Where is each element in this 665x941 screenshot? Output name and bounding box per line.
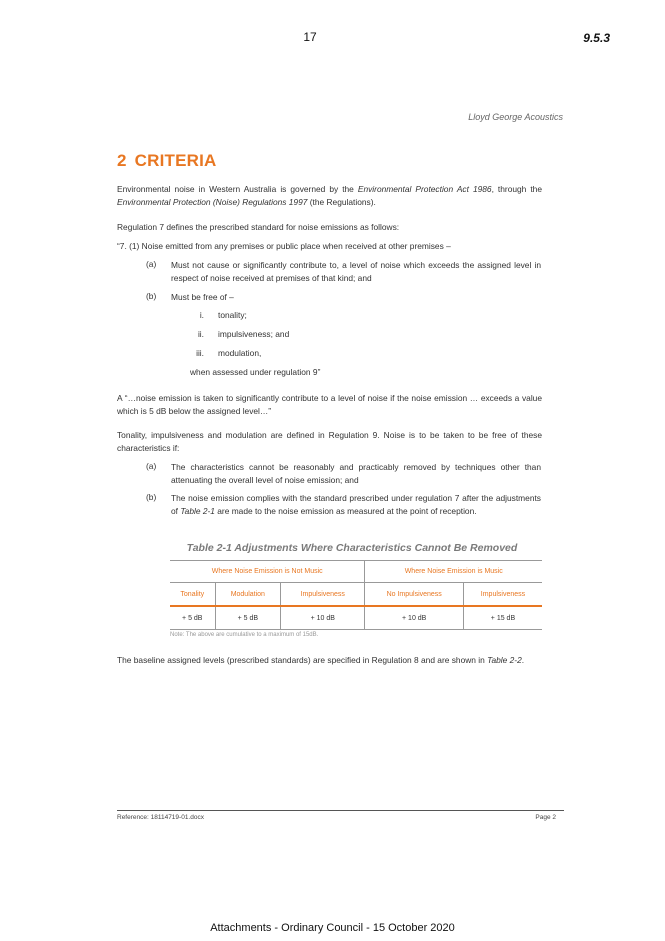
roman-item-3-text: modulation, <box>218 348 262 358</box>
regulations-name: Environmental Protection (Noise) Regulations 1997 <box>117 196 308 207</box>
section-number: 2 <box>117 151 127 170</box>
baseline-text-1: The baseline assigned levels (prescribed standards) are specified in Regulation 8 and are shown in <box>117 655 488 665</box>
baseline-text-2: . <box>521 655 525 665</box>
condition-a-label: (a) <box>146 461 157 471</box>
table-cell: + 15 dB <box>463 606 542 630</box>
column-header: Impulsiveness <box>281 583 365 607</box>
table-cell: + 5 dB <box>215 606 281 630</box>
section-heading <box>117 151 217 171</box>
condition-a-text: The characteristics cannot be reasonably and practicably removed by techniques other than attenuating the overall level of noise emission; and <box>171 462 541 485</box>
baseline-paragraph <box>117 654 542 667</box>
roman-item-1-num: i. <box>199 310 204 320</box>
act-name: Environmental Protection Act 1986 <box>357 184 492 194</box>
intro-text-2: , through the <box>491 184 542 194</box>
roman-item-3-num: iii. <box>196 348 204 358</box>
table-2-2-reference: Table 2-2 <box>487 655 522 665</box>
condition-b-text-2: are made to the noise emission as measured at the point of reception. <box>214 505 477 516</box>
table-cell: + 5 dB <box>170 606 215 630</box>
column-header: No Impulsiveness <box>365 583 463 607</box>
footer-page-number: Page 2 <box>535 814 556 821</box>
adjustments-table <box>170 560 542 630</box>
condition-b-text-1: The noise emission complies with the standard prescribed under regulation 7 after the adjustments of <box>171 493 541 516</box>
condition-b-label: (b) <box>146 492 157 502</box>
agenda-item-reference: 9.5.3 <box>583 31 610 45</box>
intro-paragraph <box>117 183 542 208</box>
roman-item-2-text: impulsiveness; and <box>218 329 290 339</box>
table-cell: + 10 dB <box>281 606 365 630</box>
intro-text-1: Environmental noise in Western Australia is governed by the <box>117 184 358 194</box>
column-header: Modulation <box>215 583 281 607</box>
footer-reference: Reference: 18114719-01.docx <box>117 814 204 821</box>
group-header-not-music: Where Noise Emission is Not Music <box>170 561 365 583</box>
condition-b-text <box>171 492 541 517</box>
page-number: 17 <box>303 30 317 44</box>
item-a-label: (a) <box>146 259 157 269</box>
section-title: CRITERIA <box>134 151 217 170</box>
attachments-footer: Attachments - Ordinary Council - 15 October 2020 <box>210 922 455 934</box>
tonality-paragraph: Tonality, impulsiveness and modulation are defined in Regulation 9. Noise is to be taken to be free of these characteristics if: <box>117 430 542 453</box>
regulation7-paragraph: Regulation 7 defines the prescribed standard for noise emissions as follows: <box>117 222 400 232</box>
table-cell: + 10 dB <box>365 606 463 630</box>
item-b-text: Must be free of – <box>171 292 234 302</box>
roman-item-1-text: tonality; <box>218 310 247 320</box>
table-note: Note: The above are cumulative to a maximum of 15dB. <box>170 632 319 638</box>
roman-item-2-num: ii. <box>197 329 204 339</box>
company-name: Lloyd George Acoustics <box>468 112 563 122</box>
item-b-label: (b) <box>146 291 157 301</box>
column-header: Impulsiveness <box>463 583 542 607</box>
intro-text-3: (the Regulations). <box>307 196 376 207</box>
when-assessed-text: when assessed under regulation 9” <box>190 367 321 377</box>
item-a-text: Must not cause or significantly contribute to, a level of noise which exceeds the assigned level in respect of noise received at premises of that kind; and <box>171 260 541 283</box>
table-2-1-reference: Table 2-1 <box>180 505 215 516</box>
contribute-paragraph: A “…noise emission is taken to significantly contribute to a level of noise if the noise emission … exceeds a value which is 5 dB below the assigned level…” <box>117 393 542 416</box>
group-header-music: Where Noise Emission is Music <box>365 561 542 583</box>
quote-paragraph: “7. (1) Noise emitted from any premises or public place when received at other premises – <box>117 241 451 251</box>
table-title: Table 2-1 Adjustments Where Characteristics Cannot Be Removed <box>186 542 518 554</box>
footer-divider <box>117 810 564 811</box>
column-header: Tonality <box>170 583 215 607</box>
